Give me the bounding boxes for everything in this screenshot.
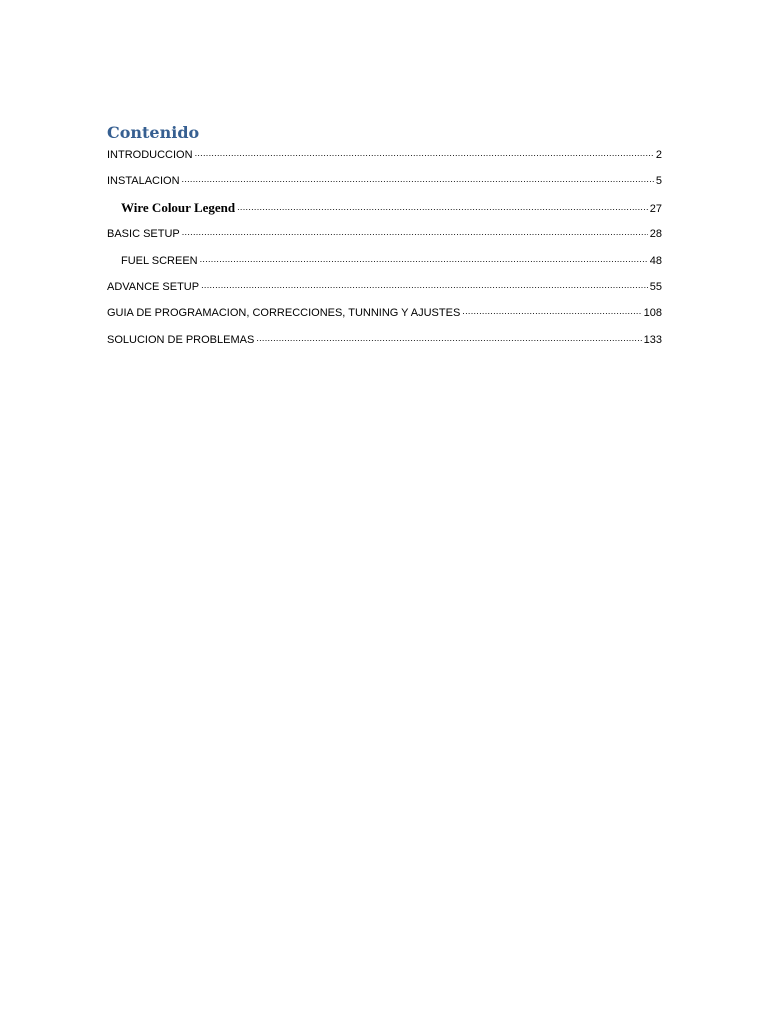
toc-entry-page: 55 (649, 280, 662, 293)
toc-heading: Contenido (107, 123, 200, 142)
toc-entry-page: 48 (649, 254, 662, 267)
toc-entry-title: INTRODUCCION (107, 149, 193, 161)
toc-entry-advance-setup[interactable] (107, 277, 662, 303)
toc-entry-page: 133 (643, 333, 662, 346)
dot-leader (182, 175, 654, 187)
toc-entry-page: 2 (655, 149, 662, 161)
toc-entry-page: 108 (643, 307, 662, 320)
toc-entry-title: INSTALACION (107, 175, 180, 188)
toc-entry-title: SOLUCION DE PROBLEMAS (107, 333, 255, 346)
toc-entry-page: 28 (649, 228, 662, 241)
toc-entry-wire-colour-legend[interactable] (107, 198, 662, 224)
dot-leader (237, 203, 648, 215)
table-of-contents (107, 145, 662, 356)
dot-leader (201, 281, 648, 293)
toc-entry-solucion-de-problemas[interactable] (107, 330, 662, 356)
toc-entry-title: GUIA DE PROGRAMACION, CORRECCIONES, TUNNING Y AJUSTES (107, 307, 461, 320)
toc-entry-title: BASIC SETUP (107, 228, 180, 241)
dot-leader (195, 149, 654, 161)
dot-leader (256, 334, 641, 346)
toc-entry-page: 27 (649, 202, 662, 215)
toc-entry-title: FUEL SCREEN (121, 254, 198, 267)
toc-entry-instalacion[interactable] (107, 171, 662, 197)
toc-entry-page: 5 (655, 175, 662, 188)
toc-entry-guia-de-programacion[interactable] (107, 303, 662, 329)
toc-entry-title: ADVANCE SETUP (107, 280, 200, 293)
dot-leader (462, 307, 641, 319)
toc-entry-basic-setup[interactable] (107, 224, 662, 250)
toc-entry-introduccion[interactable] (107, 145, 662, 171)
toc-entry-fuel-screen[interactable] (107, 251, 662, 277)
dot-leader (182, 228, 648, 240)
dot-leader (200, 255, 648, 267)
toc-entry-title: Wire Colour Legend (121, 199, 236, 215)
